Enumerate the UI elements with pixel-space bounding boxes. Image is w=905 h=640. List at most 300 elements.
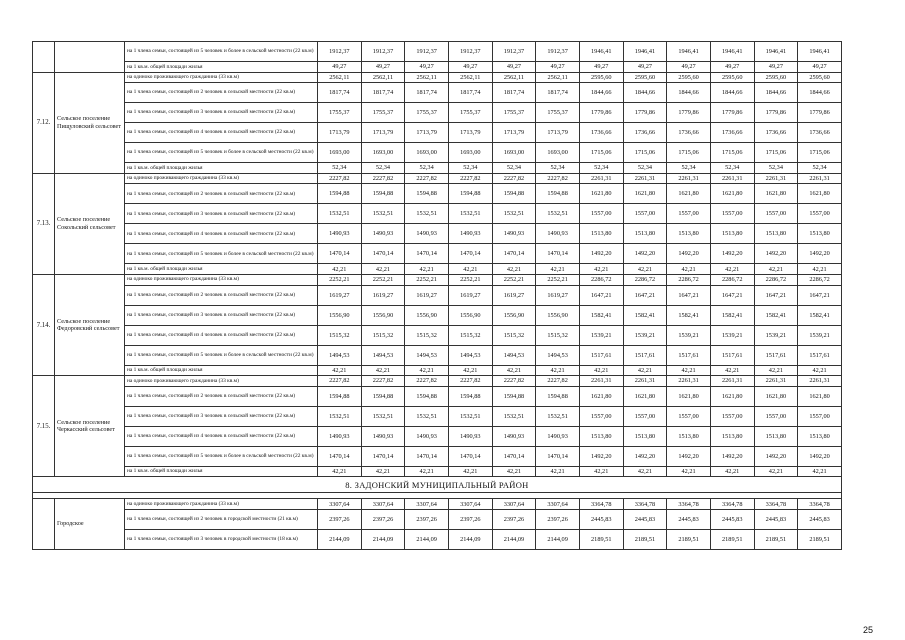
tariff-value: 1539,21	[623, 325, 667, 345]
tariff-value: 1693,00	[448, 143, 492, 163]
tariff-value: 2445,83	[710, 509, 754, 529]
tariff-value: 1515,32	[405, 325, 449, 345]
table-row	[33, 274, 842, 285]
tariff-value: 2227,82	[361, 173, 405, 184]
row-description: на 1 члена семьи, состоящей из 4 человек в сельской местности (22 кв.м)	[125, 123, 318, 143]
table-row	[33, 529, 842, 549]
tariff-value: 2261,31	[754, 173, 798, 184]
tariff-value: 1490,93	[318, 224, 362, 244]
tariff-value: 2144,09	[361, 529, 405, 549]
row-description: на одиноко проживающего гражданина (33 кв.м)	[125, 72, 318, 83]
tariff-value: 2227,82	[536, 376, 580, 387]
tariff-value: 42,21	[536, 365, 580, 376]
tariff-value: 1582,41	[623, 305, 667, 325]
table-row	[33, 285, 842, 305]
group-number: 7.14.	[33, 274, 55, 375]
tariff-value: 52,34	[579, 163, 623, 174]
tariff-value: 2261,31	[710, 376, 754, 387]
tariff-value: 52,34	[710, 163, 754, 174]
tariff-value: 1513,80	[623, 426, 667, 446]
tariff-value: 1470,14	[405, 446, 449, 466]
tariff-value: 3364,78	[579, 499, 623, 510]
tariff-value: 1713,79	[492, 123, 536, 143]
tariff-value: 2286,72	[579, 274, 623, 285]
tariff-value: 42,21	[579, 264, 623, 275]
tariff-value: 2227,82	[405, 376, 449, 387]
tariff-value: 1470,14	[448, 244, 492, 264]
tariff-value: 2189,51	[710, 529, 754, 549]
table-row	[33, 123, 842, 143]
tariff-value: 1492,20	[579, 446, 623, 466]
tariff-value: 1912,37	[492, 42, 536, 62]
tariff-value: 1713,79	[448, 123, 492, 143]
tariff-value: 42,21	[754, 264, 798, 275]
group-number-cell	[33, 42, 55, 73]
tariff-value: 52,34	[361, 163, 405, 174]
tariff-value: 2595,60	[667, 72, 711, 83]
tariff-value: 1594,88	[536, 386, 580, 406]
row-description: на 1 кв.м. общей площади жилья	[125, 264, 318, 275]
tariff-value: 1532,51	[405, 204, 449, 224]
table-row	[33, 72, 842, 83]
tariff-value: 2562,11	[361, 72, 405, 83]
tariff-value: 1470,14	[536, 244, 580, 264]
tariff-value: 1492,20	[623, 446, 667, 466]
tariff-value: 3364,78	[754, 499, 798, 510]
tariff-value: 1513,80	[710, 426, 754, 446]
table-row	[33, 305, 842, 325]
tariff-value: 2189,51	[667, 529, 711, 549]
tariff-value: 2252,21	[405, 274, 449, 285]
tariff-value: 1621,80	[667, 184, 711, 204]
tariff-value: 1492,20	[623, 244, 667, 264]
table-row	[33, 103, 842, 123]
tariff-value: 2445,83	[623, 509, 667, 529]
tariff-value: 1621,80	[754, 184, 798, 204]
tariff-value: 1946,41	[623, 42, 667, 62]
tariff-value: 1556,90	[318, 305, 362, 325]
tariff-value: 1594,88	[361, 184, 405, 204]
tariff-value: 2227,82	[536, 173, 580, 184]
tariff-value: 2562,11	[448, 72, 492, 83]
tariff-value: 42,21	[667, 466, 711, 477]
row-description: на одиноко проживающего гражданина (33 кв.м)	[125, 499, 318, 510]
tariff-value: 1532,51	[492, 204, 536, 224]
tariff-value: 42,21	[710, 466, 754, 477]
tariff-value: 2252,21	[361, 274, 405, 285]
tariff-value: 1594,88	[405, 386, 449, 406]
tariff-value: 2595,60	[710, 72, 754, 83]
tariff-value: 2227,82	[361, 376, 405, 387]
row-description: на 1 члена семьи, состоящей из 2 человек в сельской местности (22 кв.м)	[125, 386, 318, 406]
tariff-value: 1946,41	[754, 42, 798, 62]
tariff-value: 1736,66	[623, 123, 667, 143]
tariff-value: 1539,21	[798, 325, 842, 345]
tariff-value: 2286,72	[754, 274, 798, 285]
tariff-value: 52,34	[448, 163, 492, 174]
tariff-value: 2227,82	[405, 173, 449, 184]
tariff-value: 52,34	[536, 163, 580, 174]
tariff-value: 2562,11	[492, 72, 536, 83]
tariff-value: 1693,00	[492, 143, 536, 163]
table-row	[33, 446, 842, 466]
tariff-value: 1532,51	[361, 406, 405, 426]
tariff-value: 42,21	[361, 264, 405, 275]
tariff-value: 1647,21	[710, 285, 754, 305]
tariff-value: 49,27	[405, 62, 449, 73]
tariff-value: 1513,80	[798, 426, 842, 446]
table-row	[33, 365, 842, 376]
tariff-value: 1557,00	[623, 406, 667, 426]
tariff-value: 42,21	[623, 365, 667, 376]
tariff-value: 1621,80	[579, 184, 623, 204]
group-number: 7.12.	[33, 72, 55, 173]
tariff-value: 1946,41	[667, 42, 711, 62]
row-description: на 1 члена семьи, состоящей из 3 человек в сельской местности (22 кв.м)	[125, 406, 318, 426]
tariff-value: 1515,32	[361, 325, 405, 345]
tariff-value: 1594,88	[448, 184, 492, 204]
tariff-value: 1582,41	[754, 305, 798, 325]
tariff-value: 2261,31	[579, 376, 623, 387]
row-description: на 1 члена семьи, состоящей из 5 человек и более в сельской местности (22 кв.м)	[125, 446, 318, 466]
tariff-value: 1513,80	[754, 426, 798, 446]
tariff-value: 42,21	[667, 264, 711, 275]
tariff-value: 1470,14	[318, 244, 362, 264]
tariff-value: 1557,00	[754, 204, 798, 224]
tariff-value: 1556,90	[361, 305, 405, 325]
tariff-value: 49,27	[579, 62, 623, 73]
table-row	[33, 509, 842, 529]
tariff-value: 1539,21	[667, 325, 711, 345]
row-description: на 1 члена семьи, состоящей из 4 человек в сельской местности (22 кв.м)	[125, 426, 318, 446]
tariff-value: 2189,51	[754, 529, 798, 549]
tariff-value: 42,21	[405, 365, 449, 376]
tariff-value: 3307,64	[536, 499, 580, 510]
tariff-value: 2189,51	[623, 529, 667, 549]
tariff-value: 1715,06	[798, 143, 842, 163]
tariff-value: 1594,88	[448, 386, 492, 406]
table-row	[33, 204, 842, 224]
tariff-value: 1755,37	[448, 103, 492, 123]
tariff-value: 49,27	[623, 62, 667, 73]
row-description: на одиноко проживающего гражданина (33 кв.м)	[125, 274, 318, 285]
tariff-value: 42,21	[754, 466, 798, 477]
tariff-value: 1736,66	[667, 123, 711, 143]
tariff-value: 1594,88	[318, 386, 362, 406]
tariff-value: 2252,21	[318, 274, 362, 285]
tariff-value: 1532,51	[318, 406, 362, 426]
tariff-value: 42,21	[623, 264, 667, 275]
tariff-value: 2261,31	[579, 173, 623, 184]
tariff-value: 1492,20	[579, 244, 623, 264]
tariff-value: 2595,60	[623, 72, 667, 83]
tariff-value: 1557,00	[579, 204, 623, 224]
tariff-value: 1494,53	[361, 345, 405, 365]
tariff-value: 1647,21	[667, 285, 711, 305]
tariff-value: 2144,09	[536, 529, 580, 549]
tariff-value: 42,21	[710, 365, 754, 376]
tariff-value: 1715,06	[623, 143, 667, 163]
tariff-value: 1621,80	[623, 184, 667, 204]
tariff-value: 1532,51	[448, 406, 492, 426]
tariff-value: 1492,20	[710, 244, 754, 264]
tariff-value: 1621,80	[667, 386, 711, 406]
tariff-value: 1490,93	[405, 426, 449, 446]
tariff-value: 1539,21	[754, 325, 798, 345]
tariff-value: 1619,27	[318, 285, 362, 305]
tariff-value: 1515,32	[318, 325, 362, 345]
row-description: на 1 члена семьи, состоящей из 2 человек в сельской местности (22 кв.м)	[125, 184, 318, 204]
tariff-value: 1490,93	[536, 426, 580, 446]
tariff-value: 1490,93	[492, 224, 536, 244]
tariff-value: 42,21	[536, 466, 580, 477]
tariff-value: 42,21	[492, 365, 536, 376]
tariff-value: 49,27	[710, 62, 754, 73]
row-description: на 1 члена семьи, состоящей из 4 человек в сельской местности (22 кв.м)	[125, 325, 318, 345]
tariff-value: 2445,83	[667, 509, 711, 529]
tariff-value: 1844,66	[579, 83, 623, 103]
tariff-value: 1556,90	[448, 305, 492, 325]
tariff-table	[32, 41, 842, 550]
tariff-value: 49,27	[667, 62, 711, 73]
tariff-value: 1515,32	[492, 325, 536, 345]
tariff-value: 3307,64	[448, 499, 492, 510]
tariff-value: 2286,72	[667, 274, 711, 285]
tariff-value: 1517,61	[667, 345, 711, 365]
tariff-value: 2286,72	[710, 274, 754, 285]
tariff-value: 2562,11	[405, 72, 449, 83]
tariff-value: 1557,00	[623, 204, 667, 224]
tariff-value: 2261,31	[710, 173, 754, 184]
tariff-value: 1492,20	[798, 446, 842, 466]
table-row	[33, 325, 842, 345]
row-description: на одиноко проживающего гражданина (33 кв.м)	[125, 376, 318, 387]
tariff-value: 1490,93	[405, 224, 449, 244]
tariff-value: 1494,53	[448, 345, 492, 365]
table-row	[33, 426, 842, 446]
tariff-value: 1621,80	[623, 386, 667, 406]
table-row	[33, 42, 842, 62]
settlement-name: Городское	[55, 499, 125, 550]
tariff-value: 2562,11	[318, 72, 362, 83]
tariff-value: 1779,86	[798, 103, 842, 123]
tariff-value: 1513,80	[710, 224, 754, 244]
tariff-value: 42,21	[579, 365, 623, 376]
tariff-value: 1817,74	[448, 83, 492, 103]
tariff-value: 1755,37	[492, 103, 536, 123]
tariff-value: 3307,64	[361, 499, 405, 510]
tariff-value: 1513,80	[623, 224, 667, 244]
tariff-value: 42,21	[623, 466, 667, 477]
tariff-value: 49,27	[492, 62, 536, 73]
tariff-value: 1517,61	[710, 345, 754, 365]
group-number: 7.13.	[33, 173, 55, 274]
tariff-value: 1470,14	[492, 244, 536, 264]
tariff-value: 1513,80	[667, 224, 711, 244]
tariff-value: 1513,80	[579, 224, 623, 244]
row-description: на 1 члена семьи, состоящей из 3 человек в сельской местности (22 кв.м)	[125, 103, 318, 123]
tariff-value: 2252,21	[448, 274, 492, 285]
tariff-value: 2286,72	[623, 274, 667, 285]
tariff-value: 1470,14	[361, 446, 405, 466]
tariff-value: 52,34	[798, 163, 842, 174]
tariff-value: 1647,21	[798, 285, 842, 305]
tariff-value: 1517,61	[623, 345, 667, 365]
table-row	[33, 345, 842, 365]
table-row	[33, 406, 842, 426]
tariff-value: 1817,74	[492, 83, 536, 103]
tariff-value: 1492,20	[667, 446, 711, 466]
tariff-value: 1844,66	[667, 83, 711, 103]
settlement-name: Сельское поселение Пищуловский сельсовет	[55, 72, 125, 173]
tariff-value: 1594,88	[318, 184, 362, 204]
tariff-value: 1693,00	[361, 143, 405, 163]
tariff-value: 49,27	[448, 62, 492, 73]
tariff-value: 3364,78	[798, 499, 842, 510]
tariff-value: 1492,20	[798, 244, 842, 264]
tariff-value: 1621,80	[710, 386, 754, 406]
table-row	[33, 173, 842, 184]
tariff-value: 1779,86	[710, 103, 754, 123]
tariff-value: 1470,14	[536, 446, 580, 466]
tariff-value: 2261,31	[667, 173, 711, 184]
table-row	[33, 466, 842, 477]
tariff-value: 42,21	[361, 466, 405, 477]
tariff-value: 1582,41	[579, 305, 623, 325]
tariff-value: 2261,31	[798, 376, 842, 387]
tariff-value: 1779,86	[667, 103, 711, 123]
tariff-value: 1713,79	[536, 123, 580, 143]
tariff-value: 1621,80	[798, 386, 842, 406]
tariff-value: 1844,66	[754, 83, 798, 103]
tariff-value: 1556,90	[536, 305, 580, 325]
tariff-value: 1470,14	[318, 446, 362, 466]
tariff-value: 1517,61	[798, 345, 842, 365]
tariff-value: 2261,31	[754, 376, 798, 387]
table-row	[33, 264, 842, 275]
tariff-value: 1532,51	[405, 406, 449, 426]
tariff-value: 1817,74	[536, 83, 580, 103]
tariff-value: 1713,79	[318, 123, 362, 143]
tariff-value: 1912,37	[318, 42, 362, 62]
tariff-value: 1490,93	[361, 426, 405, 446]
settlement-name: Сельское поселение Сокольский сельсовет	[55, 173, 125, 274]
tariff-value: 1492,20	[754, 446, 798, 466]
tariff-value: 1494,53	[405, 345, 449, 365]
tariff-value: 49,27	[798, 62, 842, 73]
tariff-value: 1912,37	[361, 42, 405, 62]
tariff-value: 1912,37	[448, 42, 492, 62]
tariff-value: 42,21	[754, 365, 798, 376]
tariff-value: 1594,88	[405, 184, 449, 204]
tariff-value: 1647,21	[754, 285, 798, 305]
tariff-value: 2227,82	[318, 173, 362, 184]
row-description: на 1 кв.м. общей площади жилья	[125, 163, 318, 174]
tariff-value: 2261,31	[798, 173, 842, 184]
tariff-value: 42,21	[492, 466, 536, 477]
tariff-value: 49,27	[754, 62, 798, 73]
table-row	[33, 184, 842, 204]
tariff-value: 1470,14	[405, 244, 449, 264]
tariff-value: 2227,82	[448, 173, 492, 184]
tariff-value: 1912,37	[536, 42, 580, 62]
tariff-value: 1532,51	[361, 204, 405, 224]
tariff-value: 42,21	[536, 264, 580, 275]
tariff-value: 1946,41	[798, 42, 842, 62]
row-description: на 1 члена семьи, состоящей из 2 человек в городской местности (21 кв.м)	[125, 509, 318, 529]
tariff-value: 1582,41	[798, 305, 842, 325]
tariff-value: 1513,80	[754, 224, 798, 244]
tariff-value: 1557,00	[798, 204, 842, 224]
tariff-value: 1557,00	[710, 204, 754, 224]
tariff-value: 1557,00	[579, 406, 623, 426]
tariff-value: 1557,00	[798, 406, 842, 426]
tariff-value: 3307,64	[405, 499, 449, 510]
tariff-value: 1755,37	[361, 103, 405, 123]
tariff-value: 42,21	[361, 365, 405, 376]
tariff-value: 2261,31	[623, 173, 667, 184]
tariff-value: 1817,74	[405, 83, 449, 103]
row-description: на 1 кв.м. общей площади жилья	[125, 62, 318, 73]
row-description: на 1 члена семьи, состоящей из 3 человек в городской местности (18 кв.м)	[125, 529, 318, 549]
tariff-value: 2595,60	[579, 72, 623, 83]
tariff-value: 1517,61	[754, 345, 798, 365]
section-heading: 8. ЗАДОНСКИЙ МУНИЦИПАЛЬНЫЙ РАЙОН	[33, 477, 842, 493]
tariff-value: 1470,14	[492, 446, 536, 466]
tariff-value: 1779,86	[754, 103, 798, 123]
tariff-value: 2397,26	[448, 509, 492, 529]
tariff-value: 1912,37	[405, 42, 449, 62]
section-heading-row	[33, 477, 842, 493]
tariff-value: 1779,86	[623, 103, 667, 123]
tariff-value: 1539,21	[710, 325, 754, 345]
tariff-value: 1513,80	[667, 426, 711, 446]
tariff-value: 42,21	[710, 264, 754, 275]
tariff-value: 2595,60	[754, 72, 798, 83]
table-row	[33, 224, 842, 244]
tariff-value: 1715,06	[579, 143, 623, 163]
tariff-value: 42,21	[798, 264, 842, 275]
tariff-value: 52,34	[623, 163, 667, 174]
tariff-value: 52,34	[318, 163, 362, 174]
tariff-value: 1470,14	[361, 244, 405, 264]
tariff-value: 52,34	[492, 163, 536, 174]
tariff-value: 1619,27	[448, 285, 492, 305]
tariff-value: 1492,20	[667, 244, 711, 264]
tariff-value: 1556,90	[405, 305, 449, 325]
tariff-value: 52,34	[667, 163, 711, 174]
tariff-value: 1647,21	[579, 285, 623, 305]
tariff-value: 1693,00	[318, 143, 362, 163]
tariff-value: 2261,31	[667, 376, 711, 387]
tariff-value: 49,27	[536, 62, 580, 73]
tariff-value: 1515,32	[448, 325, 492, 345]
tariff-value: 1713,79	[361, 123, 405, 143]
tariff-value: 1817,74	[361, 83, 405, 103]
group-number: 7.15.	[33, 376, 55, 477]
row-description: на 1 кв.м. общей площади жилья	[125, 365, 318, 376]
tariff-value: 1539,21	[579, 325, 623, 345]
tariff-value: 1844,66	[623, 83, 667, 103]
row-description: на 1 члена семьи, состоящей из 5 человек и более в сельской местности (22 кв.м)	[125, 345, 318, 365]
tariff-value: 1755,37	[536, 103, 580, 123]
tariff-value: 1494,53	[318, 345, 362, 365]
tariff-value: 1619,27	[492, 285, 536, 305]
tariff-value: 1513,80	[798, 224, 842, 244]
tariff-value: 1594,88	[536, 184, 580, 204]
tariff-value: 3364,78	[667, 499, 711, 510]
tariff-value: 2189,51	[798, 529, 842, 549]
